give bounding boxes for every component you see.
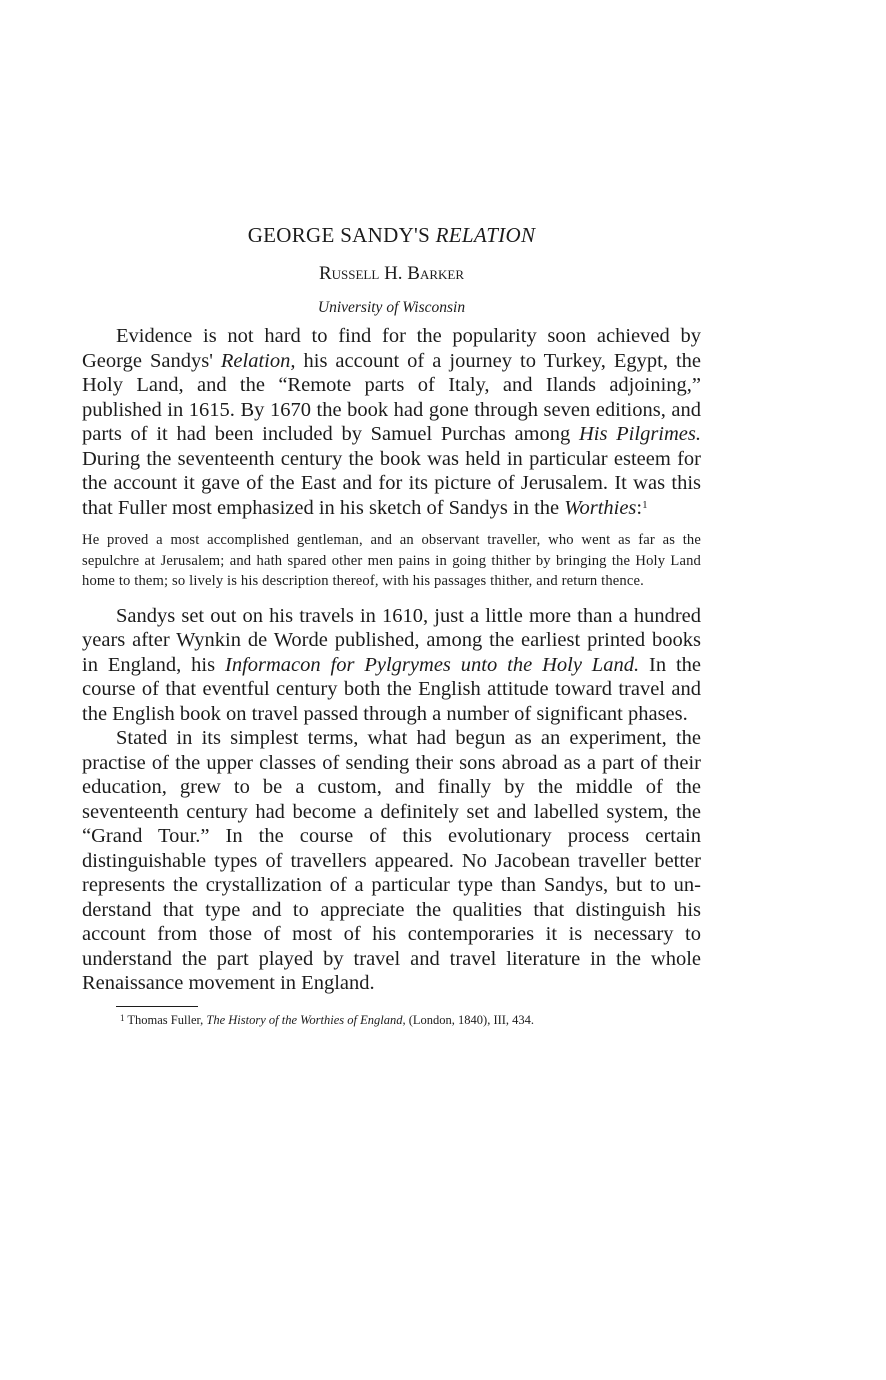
title-italic: RELATION (435, 223, 536, 247)
paragraph-2-text-c: In the course of that eventful century both the English attitude toward travel and the English book on travel passed through a number of significant phases. (82, 653, 702, 725)
footnote-text-c: (London, 1840), III, 434. (405, 1012, 535, 1027)
paragraph-1-colon: : (636, 496, 643, 519)
article-page (82, 222, 701, 1029)
footnote-divider (116, 1006, 198, 1007)
footnote (120, 1011, 701, 1029)
article-title (82, 222, 701, 248)
paragraph-1-italic-pilgrimes: His Pilgrimes. (578, 423, 701, 445)
footnote-text-a: Thomas Fuller, (124, 1012, 207, 1027)
title-main: GEORGE SANDY'S (247, 223, 436, 247)
paragraph-1-text-a: Evidence is not hard to find for the popularity soon achieved by George Sandys' (82, 325, 701, 372)
footnote-italic-title: The History of the Worthies of England, (206, 1012, 406, 1027)
paragraph-1-text-e: During the seventeenth century the book was held in particular esteem for the account it gave of the East and for its picture of Jerusalem. It was this that Fuller most emphasized in his sketch of Sandys in the (82, 447, 701, 519)
footnote-mark: 1 (120, 1012, 125, 1023)
block-quote: He proved a most accomplished gentleman, and an observant traveller, who went as far as the sepulchre at Jerusalem; and hath spared other men pains in going thither by bringing the Holy Land home to them; so lively is his description thereof, with his passages thither, and return thence. (82, 532, 701, 589)
author-name: Russell H. Barker (318, 263, 465, 284)
paragraph-1 (82, 324, 701, 520)
paragraph-2 (82, 604, 701, 727)
footnote-reference: 1 (642, 498, 648, 511)
paragraph-1-italic-worthies: Worthies (564, 496, 637, 519)
author-affiliation: University of Wisconsin (317, 299, 466, 316)
paragraph-2-italic-informacon: Informacon for Pylgrymes unto the Holy Land. (225, 653, 640, 676)
paragraph-1-italic-relation: Relation, (220, 349, 296, 372)
paragraph-3: Stated in its simplest terms, what had begun as an experiment, the practise of the upper classes of sending their sons abroad as a part of their education, grew to be a custom, and finally by the middle of the seventeenth century had become a definitely set and labelled system, the “Grand Tour.” In the course of this evolutionary process certain distinguishable types of travellers appeared. No Jacobean traveller better represents the crystallization of a particular type than Sandys, but to understand that type and to appreciate the qualities that distinguish his account from those of most of his contemporaries it is necessary to understand the part played by travel and travel literature in the whole Renaissance movement in England. (82, 727, 701, 994)
paragraph-1-text-c: his account of a journey to Turkey, Egypt, the Holy Land, and the “Remote parts of Italy, and Ilands adjoining,” published in 1615. By 1670 the book had gone through seven editions, and parts of it had been included by Samuel Purchas among (82, 349, 701, 445)
paragraph-2-text-a: Sandys set out on his travels in 1610, just a little more than a hundred years after Wynkin de Worde published, among the earliest printed books in England, his (82, 604, 701, 676)
